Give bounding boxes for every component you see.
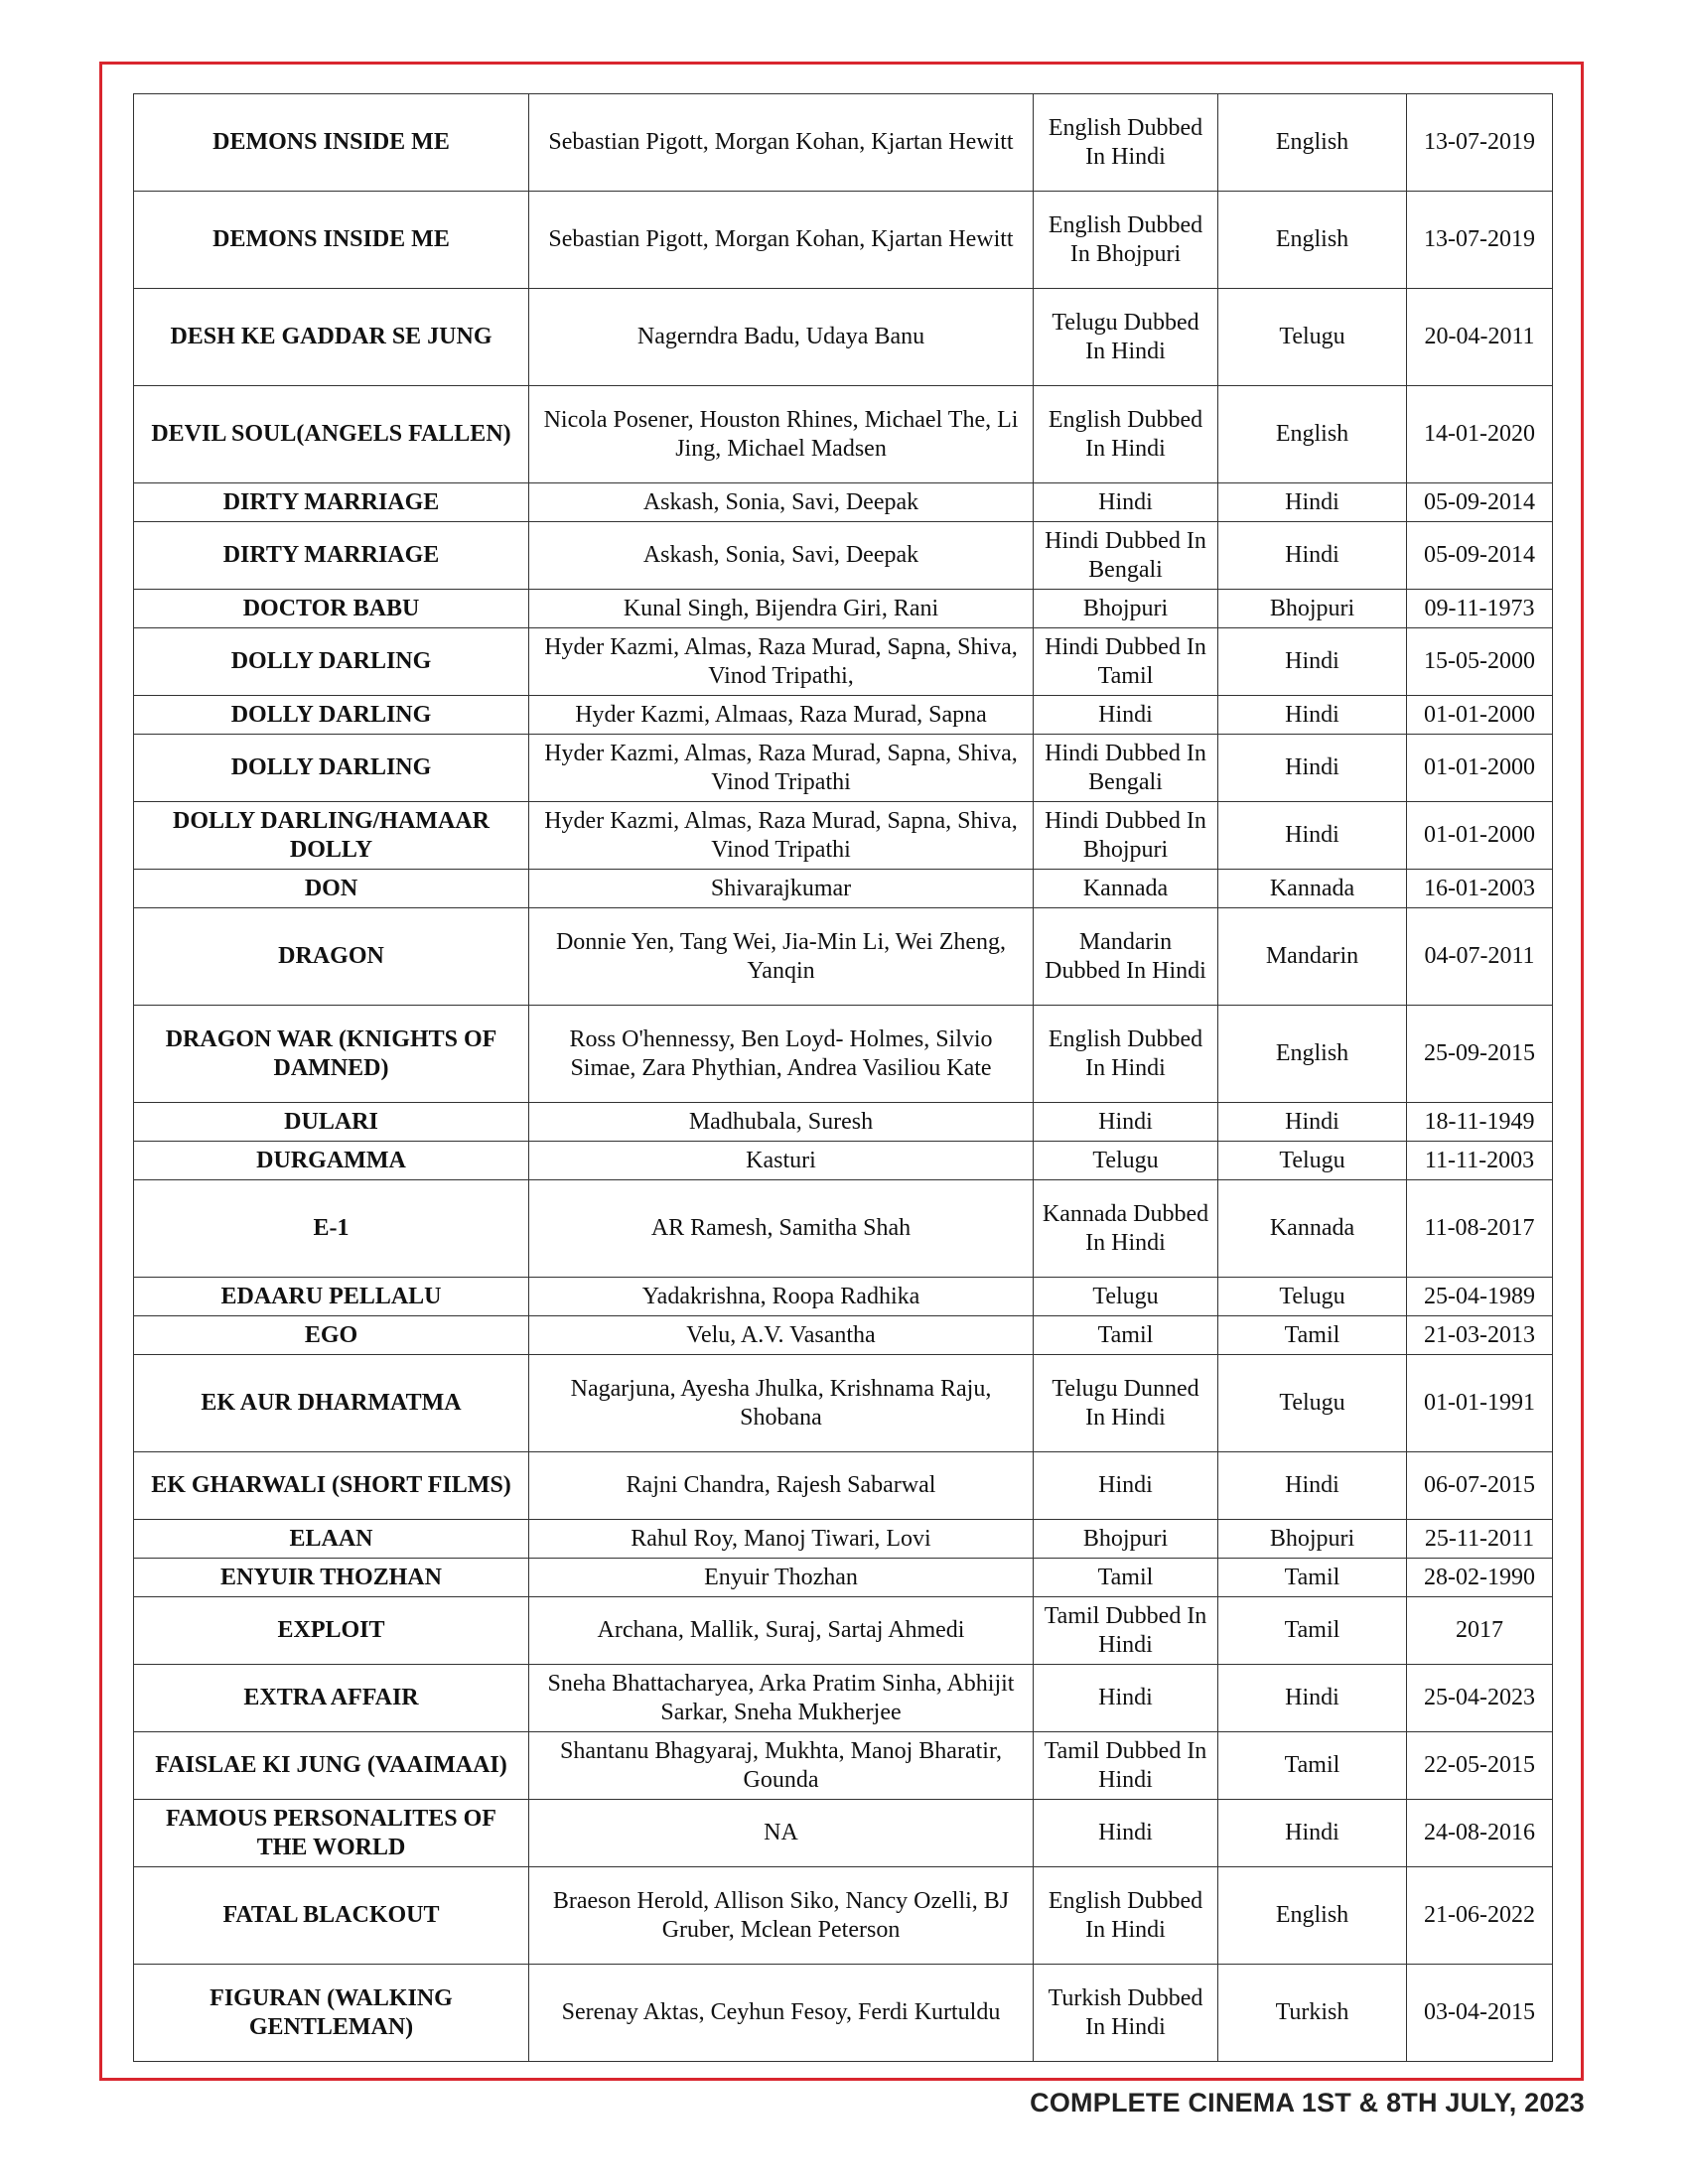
original-language-cell: Bhojpuri xyxy=(1218,1520,1407,1559)
release-date-cell: 25-04-2023 xyxy=(1407,1665,1553,1732)
original-language-cell: Hindi xyxy=(1218,696,1407,735)
films-table xyxy=(133,93,1553,2062)
release-date-cell: 22-05-2015 xyxy=(1407,1732,1553,1800)
release-date-cell: 05-09-2014 xyxy=(1407,522,1553,590)
release-date-cell: 06-07-2015 xyxy=(1407,1452,1553,1520)
release-date-cell: 18-11-1949 xyxy=(1407,1103,1553,1142)
table-row xyxy=(134,1520,1553,1559)
film-title-cell: DEMONS INSIDE ME xyxy=(134,94,529,192)
language-cell: English Dubbed In Hindi xyxy=(1034,1006,1218,1103)
language-cell: Mandarin Dubbed In Hindi xyxy=(1034,908,1218,1006)
film-title-cell: EXPLOIT xyxy=(134,1597,529,1665)
cast-cell: Shantanu Bhagyaraj, Mukhta, Manoj Bharatir, Gounda xyxy=(529,1732,1034,1800)
cast-cell: Rahul Roy, Manoj Tiwari, Lovi xyxy=(529,1520,1034,1559)
cast-cell: Kunal Singh, Bijendra Giri, Rani xyxy=(529,590,1034,628)
table-row xyxy=(134,1665,1553,1732)
language-cell: Hindi xyxy=(1034,1800,1218,1867)
film-title-cell: DEMONS INSIDE ME xyxy=(134,192,529,289)
cast-cell: Enyuir Thozhan xyxy=(529,1559,1034,1597)
table-row xyxy=(134,1006,1553,1103)
release-date-cell: 16-01-2003 xyxy=(1407,870,1553,908)
cast-cell: Yadakrishna, Roopa Radhika xyxy=(529,1278,1034,1316)
film-title-cell: EDAARU PELLALU xyxy=(134,1278,529,1316)
original-language-cell: Telugu xyxy=(1218,289,1407,386)
language-cell: Hindi Dubbed In Bhojpuri xyxy=(1034,802,1218,870)
cast-cell: Askash, Sonia, Savi, Deepak xyxy=(529,522,1034,590)
language-cell: English Dubbed In Hindi xyxy=(1034,94,1218,192)
table-row xyxy=(134,1867,1553,1965)
table-row xyxy=(134,1732,1553,1800)
table-row xyxy=(134,1559,1553,1597)
language-cell: Telugu xyxy=(1034,1278,1218,1316)
table-row xyxy=(134,1103,1553,1142)
original-language-cell: Turkish xyxy=(1218,1965,1407,2062)
film-title-cell: DRAGON xyxy=(134,908,529,1006)
film-title-cell: EGO xyxy=(134,1316,529,1355)
cast-cell: Ross O'hennessy, Ben Loyd- Holmes, Silvio Simae, Zara Phythian, Andrea Vasiliou Kate xyxy=(529,1006,1034,1103)
release-date-cell: 03-04-2015 xyxy=(1407,1965,1553,2062)
table-row xyxy=(134,870,1553,908)
film-title-cell: DURGAMMA xyxy=(134,1142,529,1180)
release-date-cell: 13-07-2019 xyxy=(1407,192,1553,289)
original-language-cell: Tamil xyxy=(1218,1597,1407,1665)
original-language-cell: Tamil xyxy=(1218,1316,1407,1355)
original-language-cell: Kannada xyxy=(1218,870,1407,908)
cast-cell: Hyder Kazmi, Almas, Raza Murad, Sapna, Shiva, Vinod Tripathi, xyxy=(529,628,1034,696)
original-language-cell: Hindi xyxy=(1218,802,1407,870)
film-title-cell: EK AUR DHARMATMA xyxy=(134,1355,529,1452)
table-row xyxy=(134,1800,1553,1867)
language-cell: Kannada xyxy=(1034,870,1218,908)
table-row xyxy=(134,1316,1553,1355)
release-date-cell: 2017 xyxy=(1407,1597,1553,1665)
film-title-cell: DESH KE GADDAR SE JUNG xyxy=(134,289,529,386)
cast-cell: Sneha Bhattacharyea, Arka Pratim Sinha, Abhijit Sarkar, Sneha Mukherjee xyxy=(529,1665,1034,1732)
release-date-cell: 11-08-2017 xyxy=(1407,1180,1553,1278)
cast-cell: Askash, Sonia, Savi, Deepak xyxy=(529,483,1034,522)
release-date-cell: 25-04-1989 xyxy=(1407,1278,1553,1316)
release-date-cell: 05-09-2014 xyxy=(1407,483,1553,522)
cast-cell: Sebastian Pigott, Morgan Kohan, Kjartan Hewitt xyxy=(529,94,1034,192)
original-language-cell: Hindi xyxy=(1218,735,1407,802)
language-cell: Telugu Dubbed In Hindi xyxy=(1034,289,1218,386)
original-language-cell: Bhojpuri xyxy=(1218,590,1407,628)
language-cell: Tamil Dubbed In Hindi xyxy=(1034,1597,1218,1665)
original-language-cell: Hindi xyxy=(1218,1800,1407,1867)
film-title-cell: DOLLY DARLING xyxy=(134,696,529,735)
film-title-cell: DEVIL SOUL(ANGELS FALLEN) xyxy=(134,386,529,483)
language-cell: Hindi xyxy=(1034,483,1218,522)
table-row xyxy=(134,590,1553,628)
table-row xyxy=(134,1452,1553,1520)
original-language-cell: English xyxy=(1218,94,1407,192)
table-row xyxy=(134,1355,1553,1452)
film-title-cell: FAISLAE KI JUNG (VAAIMAAI) xyxy=(134,1732,529,1800)
cast-cell: Nagerndra Badu, Udaya Banu xyxy=(529,289,1034,386)
release-date-cell: 25-11-2011 xyxy=(1407,1520,1553,1559)
original-language-cell: Hindi xyxy=(1218,628,1407,696)
table-row xyxy=(134,696,1553,735)
film-title-cell: DOCTOR BABU xyxy=(134,590,529,628)
language-cell: Bhojpuri xyxy=(1034,1520,1218,1559)
original-language-cell: Tamil xyxy=(1218,1732,1407,1800)
original-language-cell: Mandarin xyxy=(1218,908,1407,1006)
language-cell: Hindi Dubbed In Bengali xyxy=(1034,522,1218,590)
language-cell: Kannada Dubbed In Hindi xyxy=(1034,1180,1218,1278)
release-date-cell: 09-11-1973 xyxy=(1407,590,1553,628)
cast-cell: Shivarajkumar xyxy=(529,870,1034,908)
original-language-cell: Telugu xyxy=(1218,1142,1407,1180)
film-title-cell: DIRTY MARRIAGE xyxy=(134,483,529,522)
release-date-cell: 14-01-2020 xyxy=(1407,386,1553,483)
release-date-cell: 01-01-2000 xyxy=(1407,696,1553,735)
original-language-cell: English xyxy=(1218,1867,1407,1965)
cast-cell: AR Ramesh, Samitha Shah xyxy=(529,1180,1034,1278)
original-language-cell: English xyxy=(1218,1006,1407,1103)
cast-cell: Braeson Herold, Allison Siko, Nancy Ozelli, BJ Gruber, Mclean Peterson xyxy=(529,1867,1034,1965)
cast-cell: NA xyxy=(529,1800,1034,1867)
language-cell: Bhojpuri xyxy=(1034,590,1218,628)
film-title-cell: FAMOUS PERSONALITES OF THE WORLD xyxy=(134,1800,529,1867)
film-title-cell: ENYUIR THOZHAN xyxy=(134,1559,529,1597)
release-date-cell: 15-05-2000 xyxy=(1407,628,1553,696)
language-cell: Tamil xyxy=(1034,1559,1218,1597)
release-date-cell: 01-01-1991 xyxy=(1407,1355,1553,1452)
table-row xyxy=(134,522,1553,590)
cast-cell: Hyder Kazmi, Almas, Raza Murad, Sapna, Shiva, Vinod Tripathi xyxy=(529,735,1034,802)
cast-cell: Rajni Chandra, Rajesh Sabarwal xyxy=(529,1452,1034,1520)
table-row xyxy=(134,1278,1553,1316)
film-title-cell: DIRTY MARRIAGE xyxy=(134,522,529,590)
table-row xyxy=(134,94,1553,192)
language-cell: Hindi xyxy=(1034,1665,1218,1732)
table-row xyxy=(134,628,1553,696)
release-date-cell: 01-01-2000 xyxy=(1407,802,1553,870)
film-title-cell: DON xyxy=(134,870,529,908)
footer-caption: COMPLETE CINEMA 1ST & 8TH JULY, 2023 xyxy=(1030,2088,1585,2117)
release-date-cell: 21-06-2022 xyxy=(1407,1867,1553,1965)
release-date-cell: 11-11-2003 xyxy=(1407,1142,1553,1180)
cast-cell: Hyder Kazmi, Almas, Raza Murad, Sapna, Shiva, Vinod Tripathi xyxy=(529,802,1034,870)
original-language-cell: English xyxy=(1218,192,1407,289)
film-title-cell: DOLLY DARLING/HAMAAR DOLLY xyxy=(134,802,529,870)
table-row xyxy=(134,1180,1553,1278)
table-row xyxy=(134,386,1553,483)
release-date-cell: 01-01-2000 xyxy=(1407,735,1553,802)
language-cell: Hindi Dubbed In Bengali xyxy=(1034,735,1218,802)
original-language-cell: Hindi xyxy=(1218,522,1407,590)
table-row xyxy=(134,1597,1553,1665)
language-cell: Hindi xyxy=(1034,1103,1218,1142)
film-title-cell: FIGURAN (WALKING GENTLEMAN) xyxy=(134,1965,529,2062)
table-row xyxy=(134,289,1553,386)
language-cell: English Dubbed In Hindi xyxy=(1034,1867,1218,1965)
films-table-body xyxy=(134,94,1553,2062)
language-cell: Turkish Dubbed In Hindi xyxy=(1034,1965,1218,2062)
original-language-cell: Hindi xyxy=(1218,483,1407,522)
table-row xyxy=(134,802,1553,870)
table-row xyxy=(134,192,1553,289)
original-language-cell: English xyxy=(1218,386,1407,483)
release-date-cell: 20-04-2011 xyxy=(1407,289,1553,386)
cast-cell: Nicola Posener, Houston Rhines, Michael The, Li Jing, Michael Madsen xyxy=(529,386,1034,483)
language-cell: Hindi xyxy=(1034,1452,1218,1520)
film-title-cell: ELAAN xyxy=(134,1520,529,1559)
original-language-cell: Tamil xyxy=(1218,1559,1407,1597)
release-date-cell: 28-02-1990 xyxy=(1407,1559,1553,1597)
original-language-cell: Hindi xyxy=(1218,1103,1407,1142)
language-cell: Tamil Dubbed In Hindi xyxy=(1034,1732,1218,1800)
original-language-cell: Hindi xyxy=(1218,1665,1407,1732)
table-row xyxy=(134,1142,1553,1180)
table-row xyxy=(134,483,1553,522)
table-row xyxy=(134,1965,1553,2062)
film-title-cell: DULARI xyxy=(134,1103,529,1142)
film-title-cell: EXTRA AFFAIR xyxy=(134,1665,529,1732)
language-cell: Hindi Dubbed In Tamil xyxy=(1034,628,1218,696)
language-cell: Telugu xyxy=(1034,1142,1218,1180)
release-date-cell: 21-03-2013 xyxy=(1407,1316,1553,1355)
cast-cell: Hyder Kazmi, Almaas, Raza Murad, Sapna xyxy=(529,696,1034,735)
cast-cell: Madhubala, Suresh xyxy=(529,1103,1034,1142)
release-date-cell: 13-07-2019 xyxy=(1407,94,1553,192)
cast-cell: Donnie Yen, Tang Wei, Jia-Min Li, Wei Zheng, Yanqin xyxy=(529,908,1034,1006)
original-language-cell: Kannada xyxy=(1218,1180,1407,1278)
original-language-cell: Hindi xyxy=(1218,1452,1407,1520)
language-cell: English Dubbed In Hindi xyxy=(1034,386,1218,483)
release-date-cell: 04-07-2011 xyxy=(1407,908,1553,1006)
cast-cell: Sebastian Pigott, Morgan Kohan, Kjartan Hewitt xyxy=(529,192,1034,289)
table-row xyxy=(134,735,1553,802)
language-cell: English Dubbed In Bhojpuri xyxy=(1034,192,1218,289)
language-cell: Hindi xyxy=(1034,696,1218,735)
film-title-cell: DOLLY DARLING xyxy=(134,628,529,696)
cast-cell: Velu, A.V. Vasantha xyxy=(529,1316,1034,1355)
language-cell: Tamil xyxy=(1034,1316,1218,1355)
language-cell: Telugu Dunned In Hindi xyxy=(1034,1355,1218,1452)
table-row xyxy=(134,908,1553,1006)
cast-cell: Serenay Aktas, Ceyhun Fesoy, Ferdi Kurtuldu xyxy=(529,1965,1034,2062)
release-date-cell: 24-08-2016 xyxy=(1407,1800,1553,1867)
original-language-cell: Telugu xyxy=(1218,1278,1407,1316)
film-title-cell: EK GHARWALI (SHORT FILMS) xyxy=(134,1452,529,1520)
cast-cell: Archana, Mallik, Suraj, Sartaj Ahmedi xyxy=(529,1597,1034,1665)
release-date-cell: 25-09-2015 xyxy=(1407,1006,1553,1103)
film-title-cell: E-1 xyxy=(134,1180,529,1278)
cast-cell: Nagarjuna, Ayesha Jhulka, Krishnama Raju, Shobana xyxy=(529,1355,1034,1452)
film-title-cell: DRAGON WAR (KNIGHTS OF DAMNED) xyxy=(134,1006,529,1103)
film-title-cell: DOLLY DARLING xyxy=(134,735,529,802)
cast-cell: Kasturi xyxy=(529,1142,1034,1180)
film-title-cell: FATAL BLACKOUT xyxy=(134,1867,529,1965)
original-language-cell: Telugu xyxy=(1218,1355,1407,1452)
